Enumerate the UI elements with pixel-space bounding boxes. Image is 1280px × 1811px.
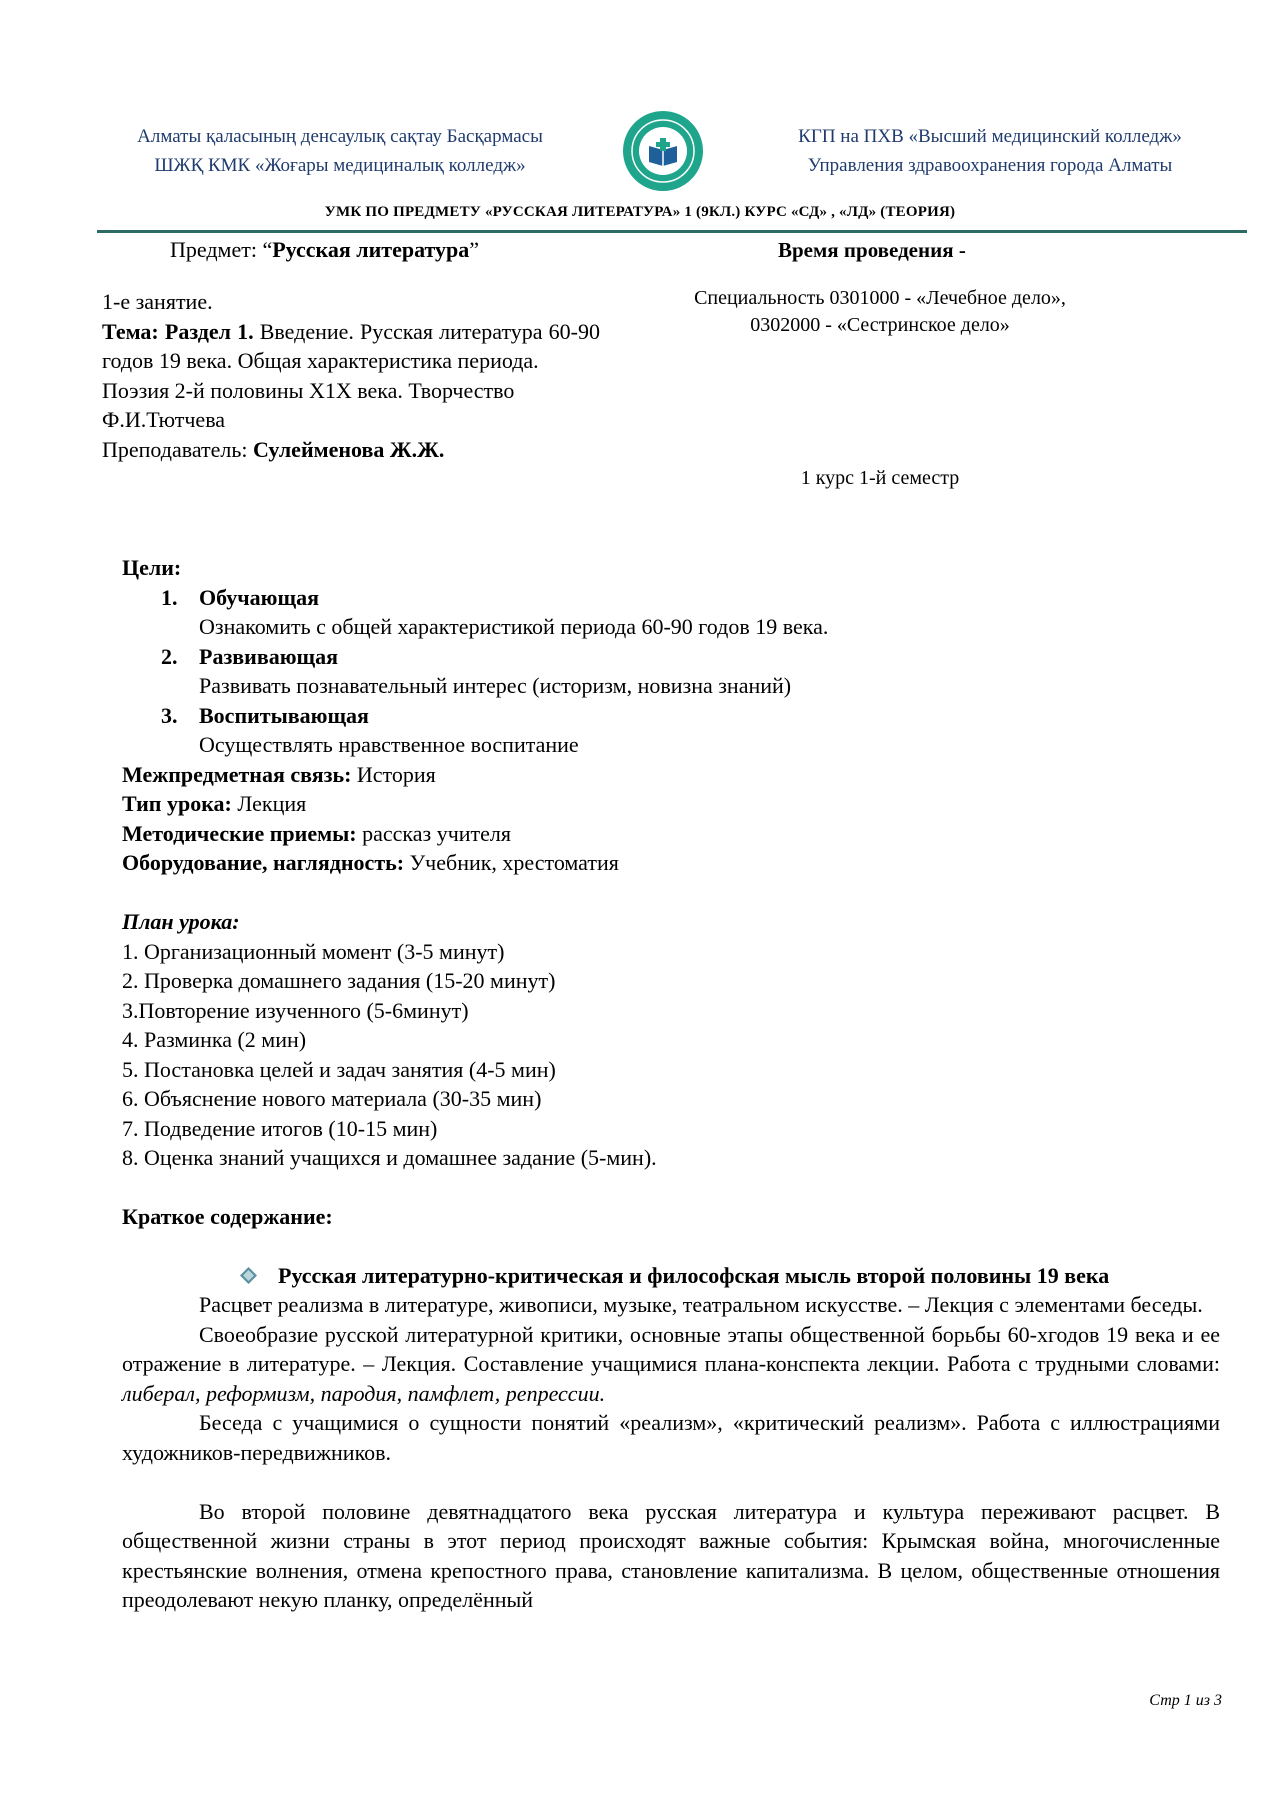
plan-item: 4. Разминка (2 мин) (122, 1027, 307, 1052)
lesson-number: 1-е занятие. (102, 289, 213, 314)
summary-paragraph (122, 1320, 1220, 1409)
topic-label: Тема: Раздел 1. (102, 318, 254, 344)
specialty (640, 285, 1120, 339)
meta-equipment (122, 848, 1220, 878)
meta-methods (122, 819, 1220, 849)
plan-item: 7. Подведение итогов (10-15 мин) (122, 1115, 438, 1141)
goal-title: Обучающая (199, 584, 319, 610)
goal-text: Развивать познавательный интерес (историзм, новизна знаний) (199, 673, 792, 698)
meta-value: Учебник, хрестоматия (409, 850, 619, 875)
plan-item: 5. Постановка целей и задач занятия (4-5 мин) (122, 1056, 556, 1082)
page-number: Стр 1 из 3 (1149, 1692, 1222, 1709)
plan-item: 6. Объяснение нового материала (30-35 мин) (122, 1086, 542, 1111)
plan-item: 1. Организационный момент (3-5 минут) (122, 938, 505, 964)
goal-number: 3. (161, 702, 178, 728)
summary-bullet (122, 1261, 1220, 1291)
subject-close: ” (469, 237, 480, 262)
meta-interdisciplinary (122, 760, 1220, 790)
header-right-line2: Управления здравоохранения города Алматы (807, 155, 1173, 176)
course-semester: 1 курс 1-й семестр (800, 467, 960, 489)
header-left-line1: Алматы қаласының денсаулық сақтау Басқармасы (137, 126, 543, 147)
goal-title: Воспитывающая (199, 702, 369, 728)
diamond-bullet-icon (240, 1267, 257, 1284)
specialty-line1: Специальность 0301000 - «Лечебное дело», (694, 287, 1066, 309)
meta-value: рассказ учителя (362, 820, 512, 846)
meta-lesson-type (122, 789, 1220, 819)
goals-heading: Цели: (122, 555, 182, 580)
plan-item: 8. Оценка знаний учащихся и домашнее задание (5-мин). (122, 1145, 657, 1170)
teacher-name: Сулейменова Ж.Ж. (253, 436, 445, 462)
summary-paragraph: Беседа с учащимися о сущности понятий «реализм», «критический реализм». Работа с иллюстрациями художников-передвижников. (122, 1410, 1220, 1465)
meta-label: Оборудование, наглядность: (122, 850, 410, 875)
specialty-line2: 0302000 - «Сестринское дело» (750, 314, 1010, 336)
topic-text: Введение. Русская литература 60-90 годов 19 века. Общая характеристика периода. (102, 318, 600, 373)
meta-label: Тип урока: (122, 791, 238, 816)
teacher-label: Преподаватель: (102, 436, 254, 462)
meta-label: Методические приемы: (122, 820, 363, 846)
header-left (100, 122, 580, 180)
goal-item (122, 583, 1220, 642)
meta-label: Межпредметная связь: (122, 761, 357, 787)
goals-section (122, 553, 1220, 878)
header-right-line1: КГП на ПХВ «Высший медицинский колледж» (798, 126, 1182, 147)
goal-text: Осуществлять нравственное воспитание (199, 732, 579, 757)
goal-item (122, 642, 1220, 701)
summary-terms: либерал, реформизм, пародия, памфлет, репрессии. (122, 1380, 606, 1406)
subject-line (170, 235, 479, 265)
plan-heading: План урока: (122, 909, 240, 934)
summary-section (122, 1202, 1220, 1615)
subject-label: Предмет: “ (170, 237, 273, 262)
goal-number: 2. (161, 643, 178, 669)
topic (102, 317, 600, 376)
summary-bullet-title: Русская литературно-критическая и философская мысль второй половины 19 века (278, 1262, 1110, 1288)
goal-title: Развивающая (199, 643, 339, 669)
plan-item: 3.Повторение изученного (5-6минут) (122, 997, 469, 1023)
goals-list (122, 583, 1220, 760)
goal-text: Ознакомить с общей характеристикой периода 60-90 годов 19 века. (199, 614, 829, 639)
topic-line2: Поэзия 2-й половины Х1Х века. Творчество Ф.И.Тютчева (102, 377, 515, 432)
meta-value: История (356, 761, 436, 787)
subject-value: Русская литература (272, 237, 470, 262)
summary-paragraph-text: Своеобразие русской литературной критики, основные этапы общественной борьбы 60-хгодов 19 века и ее отражение в литературе. – Лекция. Составление учащимися плана-конспекта лекции. Работа с трудными словами: (122, 1321, 1220, 1376)
summary-heading: Краткое содержание: (122, 1204, 333, 1229)
goal-number: 1. (161, 584, 178, 610)
header-right (760, 122, 1220, 180)
lesson-info (102, 287, 600, 464)
header-left-line2: ШЖҚ КМК «Жоғары медициналық колледж» (154, 155, 526, 176)
summary-paragraph: Расцвет реализма в литературе, живописи, музыке, театральном искусстве. – Лекция с элементами беседы. (199, 1292, 1203, 1317)
teacher (102, 435, 600, 465)
lesson-plan (122, 907, 1220, 1173)
header-divider (97, 230, 1247, 233)
plan-item: 2. Проверка домашнего задания (15-20 минут) (122, 968, 556, 993)
summary-paragraph: Во второй половине девятнадцатого века русская литература и культура переживают расцвет. В общественной жизни страны в этот период происходят важные события: Крымская война, многочисленные крестьянские волнения, отмена крепостного права, становление капитализма. В целом, общественные отношения преодолевают некую планку, определённый (122, 1498, 1220, 1612)
umk-title: УМК ПО ПРЕДМЕТУ «РУССКАЯ ЛИТЕРАТУРА» 1 (9КЛ.) КУРС «СД» , «ЛД» (ТЕОРИЯ) (324, 204, 956, 220)
college-emblem-icon (622, 110, 704, 192)
time-label: Время проведения - (778, 238, 966, 262)
goal-item (122, 701, 1220, 760)
meta-value: Лекция (237, 791, 307, 816)
